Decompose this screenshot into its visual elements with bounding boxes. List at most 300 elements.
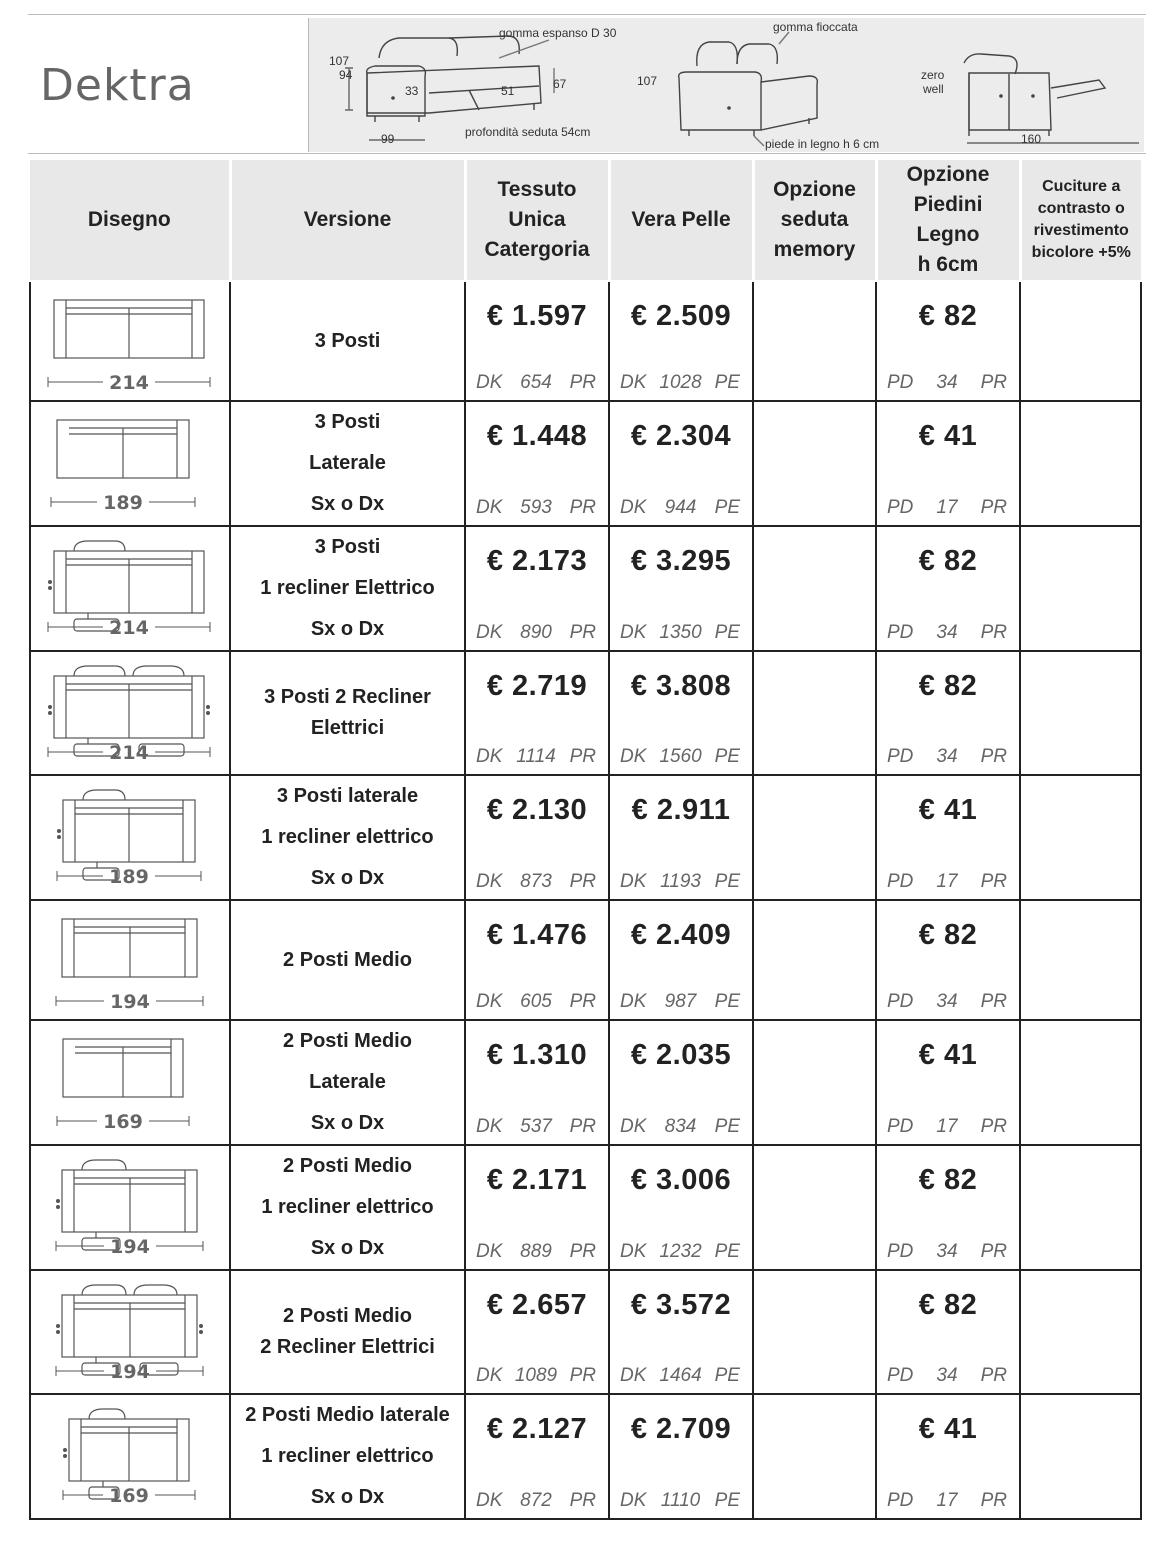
code-prefix: DK [476,1116,503,1137]
feet-price: € 82 [918,1289,978,1321]
sofa-width-label: 214 [109,617,149,639]
code-number: 34 [936,372,958,393]
table-row [30,900,1141,1020]
version-line: Sx o Dx [310,1237,385,1259]
code-number: 1089 [514,1365,558,1386]
t-code [466,1490,608,1518]
header-cuciture [1020,160,1141,281]
version-line: 3 Posti laterale [276,785,419,807]
table-row [30,1394,1141,1519]
code-prefix: DK [476,622,503,643]
sofa-width-label: 194 [110,991,150,1013]
code-number: 34 [936,991,958,1012]
drawing-cell [30,900,230,1020]
header-tessuto [465,160,609,281]
sofa-width-label: 169 [109,1485,149,1507]
code-number: 1028 [659,372,702,393]
memory-option-cell [753,1020,876,1145]
version-cell [230,1145,465,1270]
version-line: 2 Posti Medio [283,1030,412,1052]
recliner-length-label-160: 160 [1021,132,1042,146]
code-suffix: PR [569,1116,596,1137]
code-prefix: PD [887,1116,914,1137]
version-cell [230,401,465,526]
header-line: rivestimento [1033,222,1129,239]
code-suffix: PR [569,871,596,892]
leather-price: € 2.304 [630,420,732,452]
version-line: 2 Posti Medio [283,1305,412,1327]
f-code [877,1116,1019,1144]
stitching-option-cell [1020,1394,1141,1519]
memory-option-cell [753,1145,876,1270]
feet-price: € 82 [918,545,978,577]
drawing-cell [30,775,230,900]
code-prefix: DK [620,1365,647,1386]
code-suffix: PR [569,746,596,767]
height-label-107: 107 [329,54,350,68]
table-row [30,281,1141,401]
sofa-width-label: 189 [109,866,149,888]
feet-price: € 41 [918,794,978,826]
stitching-option-cell [1020,1270,1141,1394]
feet-price: € 41 [918,1413,978,1445]
code-suffix: PR [569,1365,596,1386]
p-code [610,622,752,650]
leather-price-cell [609,1145,753,1270]
f-code [877,746,1019,774]
table-row [30,1020,1141,1145]
code-suffix: PE [714,1365,740,1386]
code-prefix: DK [620,372,647,393]
seat-height-label-67: 67 [553,77,567,91]
p-code [610,1116,752,1144]
seat-depth-label: profondità seduta 54cm [465,125,591,139]
code-number: 1350 [659,622,702,643]
p-code [610,746,752,774]
version-cell [230,281,465,401]
sofa-plan-drawing [31,1146,227,1264]
version-line: 1 recliner Elettrico [260,577,435,599]
code-prefix: DK [620,991,647,1012]
memory-option-cell [753,1394,876,1519]
code-suffix: PE [714,746,740,767]
feet-price: € 82 [918,1164,978,1196]
t-code [466,1241,608,1269]
code-number: 1193 [660,871,701,892]
leather-price: € 3.295 [630,545,732,577]
version-cell [230,900,465,1020]
version-line: 3 Posti 2 Recliner [264,686,431,708]
version-cell [230,526,465,651]
table-row [30,1145,1141,1270]
t-code [466,746,608,774]
feet-option-cell [876,1020,1020,1145]
drawing-cell [30,1394,230,1519]
table-row [30,526,1141,651]
foam-label: gomma espanso D 30 [499,26,617,40]
leather-price: € 3.006 [630,1164,732,1196]
header-line: Catergoria [484,238,590,261]
p-code [610,991,752,1019]
fabric-price-cell [465,651,609,775]
header-line: Unica [508,208,566,231]
memory-option-cell [753,651,876,775]
p-code [610,497,752,525]
code-suffix: PR [569,1241,596,1262]
code-number: 34 [936,622,958,643]
stitching-option-cell [1020,1020,1141,1145]
p-code [610,1490,752,1518]
leather-price: € 3.572 [630,1289,732,1321]
t-code [466,372,608,400]
header-memory [753,160,876,281]
code-number: 17 [936,1116,958,1137]
version-line: 2 Recliner Elettrici [260,1336,435,1358]
table-row [30,401,1141,526]
product-name: Dektra [40,60,195,111]
code-suffix: PR [980,1490,1007,1511]
header-line: seduta [780,208,849,231]
version-line: Sx o Dx [310,618,385,640]
version-line: Elettrici [310,717,385,739]
code-number: 17 [936,1490,958,1511]
code-prefix: PD [887,372,914,393]
sofa-plan-drawing [31,1271,227,1389]
leather-price-cell [609,775,753,900]
memory-option-cell [753,401,876,526]
sofa-width-label: 169 [103,1111,143,1133]
fabric-price-cell [465,1270,609,1394]
table-row [30,651,1141,775]
version-line: Laterale [309,452,386,474]
fabric-price-cell [465,526,609,651]
version-line: 1 recliner elettrico [261,1196,434,1218]
header-line: bicolore +5% [1031,244,1131,261]
code-number: 17 [936,871,958,892]
stitching-option-cell [1020,401,1141,526]
code-suffix: PE [714,1116,740,1137]
code-prefix: DK [476,497,503,518]
code-number: 1464 [659,1365,702,1386]
version-line: 3 Posti [314,411,381,433]
feet-price: € 82 [918,300,978,332]
code-prefix: DK [476,746,503,767]
code-number: 34 [936,746,958,767]
well-label: well [923,82,944,96]
version-line: 2 Posti Medio [283,1155,412,1177]
sofa-plan-drawing [31,1395,227,1513]
leather-price-cell [609,401,753,526]
feet-price: € 41 [918,420,978,452]
sofa-width-label: 214 [109,372,149,394]
code-prefix: PD [887,497,914,518]
fabric-price: € 2.171 [486,1164,588,1196]
code-suffix: PR [980,1241,1007,1262]
version-line: 1 recliner elettrico [261,1445,434,1467]
t-code [466,871,608,899]
p-code [610,1365,752,1393]
feet-price: € 82 [918,919,978,951]
memory-option-cell [753,1270,876,1394]
sofa-width-label: 189 [103,492,143,514]
code-prefix: DK [620,871,647,892]
fabric-price: € 2.130 [486,794,588,826]
code-number: 1110 [660,1490,701,1511]
fabric-price-cell [465,775,609,900]
header-line: Opzione [773,178,856,201]
code-number: 890 [520,622,552,643]
memory-option-cell [753,775,876,900]
memory-option-cell [753,281,876,401]
sofa-plan-drawing [31,527,227,645]
sofa-plan-drawing [31,652,227,770]
zero-label: zero [921,68,945,82]
sofa-technical-drawings [309,18,1145,152]
version-line: 3 Posti [314,536,381,558]
code-number: 1114 [516,746,556,767]
drawing-cell [30,526,230,651]
fabric-price: € 1.597 [486,300,588,332]
version-cell [230,1020,465,1145]
leather-price-cell [609,1270,753,1394]
fabric-price: € 2.173 [486,545,588,577]
fabric-price-cell [465,1394,609,1519]
code-number: 872 [520,1490,552,1511]
price-table [29,160,1142,1520]
code-prefix: DK [620,1116,647,1137]
feet-label: piede in legno h 6 cm [765,137,880,151]
code-prefix: PD [887,1490,914,1511]
version-cell [230,1270,465,1394]
code-number: 654 [520,372,552,393]
code-prefix: PD [887,1365,914,1386]
drawing-cell [30,1020,230,1145]
flock-label: gomma fioccata [773,20,858,34]
code-suffix: PR [980,497,1007,518]
p-code [610,1241,752,1269]
feet-option-cell [876,1270,1020,1394]
code-prefix: DK [476,1365,503,1386]
drawing-cell [30,651,230,775]
drawing-cell [30,1270,230,1394]
version-line: Sx o Dx [310,1112,385,1134]
code-suffix: PR [980,871,1007,892]
drawing-cell [30,1145,230,1270]
catalog-header [28,14,1146,154]
code-number: 605 [520,991,552,1012]
version-line: Sx o Dx [310,867,385,889]
version-line: 2 Posti Medio laterale [245,1404,450,1426]
f-code [877,991,1019,1019]
stitching-option-cell [1020,526,1141,651]
code-prefix: DK [476,991,503,1012]
header-line: contrasto o [1037,200,1125,217]
code-number: 834 [664,1116,697,1137]
version-line: 2 Posti Medio [283,948,412,971]
t-code [466,622,608,650]
stitching-option-cell [1020,281,1141,401]
f-code [877,1490,1019,1518]
table-row [30,775,1141,900]
code-suffix: PR [569,372,596,393]
fabric-price: € 2.719 [486,670,588,702]
fabric-price-cell [465,1145,609,1270]
feet-option-cell [876,651,1020,775]
code-suffix: PE [714,1490,740,1511]
feet-price: € 41 [918,1039,978,1071]
f-code [877,871,1019,899]
leather-price-cell [609,526,753,651]
leather-price: € 2.035 [630,1039,732,1071]
code-suffix: PR [980,1365,1007,1386]
code-number: 1232 [659,1241,702,1262]
version-line: Sx o Dx [310,1486,385,1508]
fabric-price: € 1.476 [486,919,588,951]
code-prefix: DK [620,622,647,643]
drawing-cell [30,401,230,526]
header-line: Piedini Legno [913,193,983,246]
header-versione: Versione [230,160,465,281]
version-line: 1 recliner elettrico [261,826,434,848]
code-suffix: PR [980,746,1007,767]
fabric-price: € 1.448 [486,420,588,452]
code-suffix: PE [714,497,740,518]
sofa-plan-drawing [31,402,227,520]
code-suffix: PR [980,991,1007,1012]
code-prefix: DK [476,1241,503,1262]
feet-option-cell [876,775,1020,900]
t-code [466,497,608,525]
feet-option-cell [876,526,1020,651]
code-number: 34 [936,1365,958,1386]
version-cell [230,1394,465,1519]
technical-drawing-panel [308,18,1144,152]
fabric-price-cell [465,900,609,1020]
fabric-price: € 1.310 [486,1039,588,1071]
stitching-option-cell [1020,651,1141,775]
fabric-price-cell [465,401,609,526]
code-suffix: PR [569,497,596,518]
code-suffix: PR [980,1116,1007,1137]
feet-option-cell [876,1145,1020,1270]
feet-option-cell [876,401,1020,526]
sofa-plan-drawing [31,282,227,400]
feet-price: € 82 [918,670,978,702]
seat-label-51: 51 [501,84,515,98]
code-suffix: PE [714,1241,740,1262]
table-header-row [30,160,1141,281]
feet-option-cell [876,900,1020,1020]
height-label-107-front: 107 [637,74,658,88]
leather-price: € 2.509 [630,300,732,332]
leather-price: € 2.911 [631,794,731,826]
leather-price-cell [609,1394,753,1519]
leather-price-cell [609,1020,753,1145]
sofa-width-label: 194 [110,1236,150,1258]
sofa-plan-drawing [31,1021,227,1139]
code-number: 889 [520,1241,552,1262]
f-code [877,1241,1019,1269]
header-line: memory [773,238,856,261]
version-cell [230,775,465,900]
code-prefix: DK [620,497,647,518]
sofa-width-label: 214 [109,742,149,764]
t-code [466,1365,608,1393]
version-line: Sx o Dx [310,493,385,515]
header-disegno: Disegno [30,160,230,281]
sofa-plan-drawing [31,776,227,894]
fabric-price: € 2.657 [486,1289,588,1321]
depth-label-99: 99 [381,132,395,146]
code-number: 873 [520,871,552,892]
code-prefix: DK [476,1490,503,1511]
code-number: 1560 [659,746,702,767]
fabric-price-cell [465,1020,609,1145]
code-suffix: PR [569,622,596,643]
header-line: h 6cm [917,253,979,276]
leather-price-cell [609,900,753,1020]
height-label-94: 94 [339,68,353,82]
sofa-plan-drawing [31,901,227,1019]
code-suffix: PR [980,622,1007,643]
feet-option-cell [876,1394,1020,1519]
code-number: 987 [664,991,697,1012]
code-prefix: PD [887,871,914,892]
stitching-option-cell [1020,900,1141,1020]
feet-option-cell [876,281,1020,401]
code-suffix: PE [714,871,740,892]
f-code [877,622,1019,650]
header-line: Opzione [906,163,990,186]
code-number: 537 [520,1116,552,1137]
fabric-price-cell [465,281,609,401]
code-prefix: DK [620,1490,647,1511]
armrest-label-33: 33 [405,84,419,98]
code-number: 944 [664,497,697,518]
code-prefix: DK [476,871,503,892]
fabric-price: € 2.127 [486,1413,588,1445]
header-line: Cuciture a [1042,178,1121,195]
drawing-cell [30,281,230,401]
t-code [466,1116,608,1144]
header-line: Tessuto [497,178,577,201]
p-code [610,871,752,899]
memory-option-cell [753,526,876,651]
code-prefix: PD [887,1241,914,1262]
code-prefix: PD [887,991,914,1012]
code-suffix: PE [714,372,740,393]
code-suffix: PE [714,622,740,643]
leather-price: € 2.409 [630,919,732,951]
leather-price: € 3.808 [630,670,732,702]
code-number: 17 [936,497,958,518]
code-number: 593 [520,497,552,518]
table-row [30,1270,1141,1394]
header-vera-pelle: Vera Pelle [609,160,753,281]
code-suffix: PE [714,991,740,1012]
code-prefix: PD [887,746,914,767]
code-suffix: PR [569,991,596,1012]
version-line: Laterale [309,1071,386,1093]
memory-option-cell [753,900,876,1020]
t-code [466,991,608,1019]
p-code [610,372,752,400]
version-cell [230,651,465,775]
leather-price-cell [609,651,753,775]
code-suffix: PR [569,1490,596,1511]
leather-price-cell [609,281,753,401]
stitching-option-cell [1020,1145,1141,1270]
